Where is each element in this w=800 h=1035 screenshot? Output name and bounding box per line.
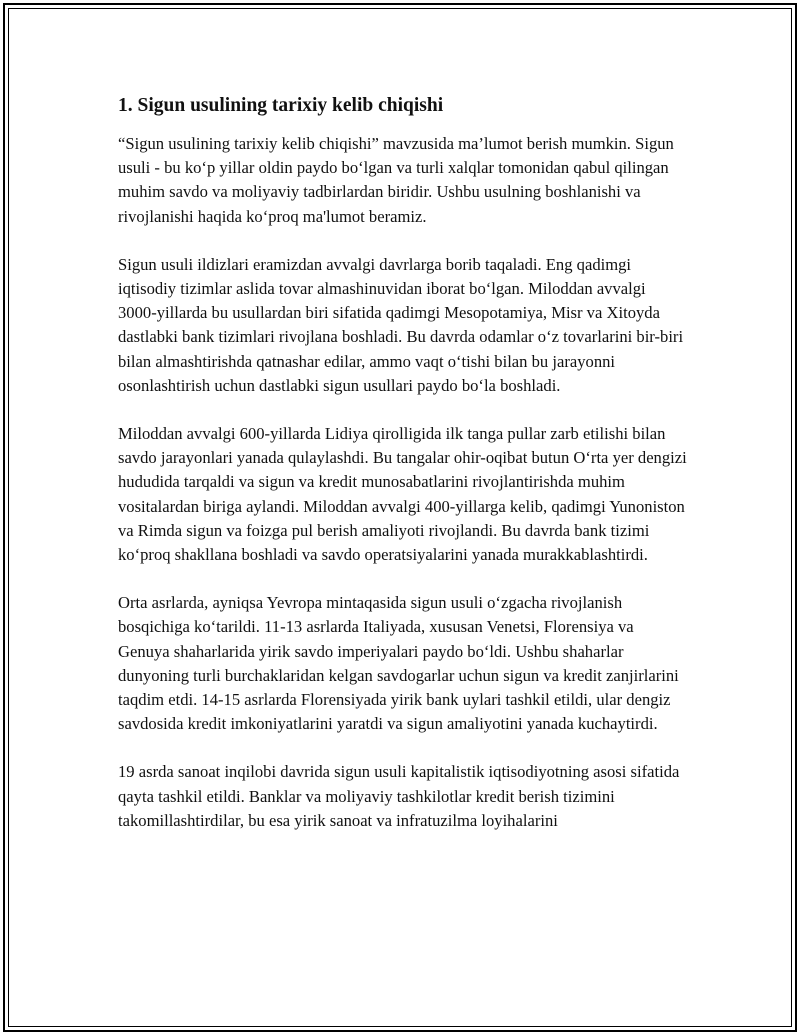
document-page: [118, 92, 688, 857]
paragraph-lydia-coins: Miloddan avvalgi 600-yillarda Lidiya qirolligida ilk tanga pullar zarb etilishi bilan savdo jarayonlari yanada qulaylashdi. Bu tangalar ohir-oqibat butun O‘rta yer dengizi hududida tarqaldi va sigun va kredit munosabatlarini rivojlantirishda muhim vositalardan biriga aylandi. Miloddan avvalgi 400-yillarga kelib, qadimgi Yunoniston va Rimda sigun va foizga pul berish amaliyoti rivojlandi. Bu davrda bank tizimi ko‘proq shakllana boshladi va savdo operatsiyalarini yanada murakkablashtirdi.: [118, 424, 687, 565]
section-title: 1. Sigun usulining tarixiy kelib chiqishi: [118, 95, 444, 116]
paragraph-ancient-origins: Sigun usuli ildizlari eramizdan avvalgi davrlarga borib taqaladi. Eng qadimgi iqtisodiy tizimlar aslida tovar almashinuvidan iborat bo‘lgan. Miloddan avvalgi 3000-yillarda bu usullardan biri sifatida qadimgi Mesopotamiya, Misr va Xitoyda dastlabki bank tizimlari rivojlana boshladi. Bu davrda odamlar o‘z tovarlarini bir-biri bilan almashtirishda qatnashar edilar, ammo vaqt o‘tishi bilan bu jarayonni osonlashtirish uchun dastlabki sigun usullari paydo bo‘la boshladi.: [118, 254, 684, 395]
paragraph-industrial-revolution: 19 asrda sanoat inqilobi davrida sigun usuli kapitalistik iqtisodiyotning asosi sifatida qayta tashkil etildi. Banklar va moliyaviy tashkilotlar kredit berish tizimini takomillashtirdilar, bu esa yirik sanoat va infratuzilma loyihalarini: [118, 762, 680, 830]
paragraph-intro: “Sigun usulining tarixiy kelib chiqishi” mavzusida ma’lumot berish mumkin. Sigun usuli - bu ko‘p yillar oldin paydo bo‘lgan va turli xalqlar tomonidan qabul qilingan muhim savdo va moliyaviy tadbirlardan biridir. Ushbu usulning boshlanishi va rivojlanishi haqida ko‘proq ma'lumot beramiz.: [118, 134, 674, 226]
paragraph-middle-ages: Orta asrlarda, ayniqsa Yevropa mintaqasida sigun usuli o‘zgacha rivojlanish bosqichiga ko‘tarildi. 11-13 asrlarda Italiyada, xususan Venetsi, Florensiya va Genuya shaharlarida yirik savdo imperiyalari paydo bo‘ldi. Ushbu shaharlar dunyoning turli burchaklaridan kelgan savdogarlar uchun sigun va kredit zanjirlarini taqdim etdi. 14-15 asrlarda Florensiyada yirik bank uylari tashkil etildi, ular dengiz savdosida kredit imkoniyatlarini yaratdi va sigun amaliyotini yanada kuchaytirdi.: [118, 593, 679, 734]
